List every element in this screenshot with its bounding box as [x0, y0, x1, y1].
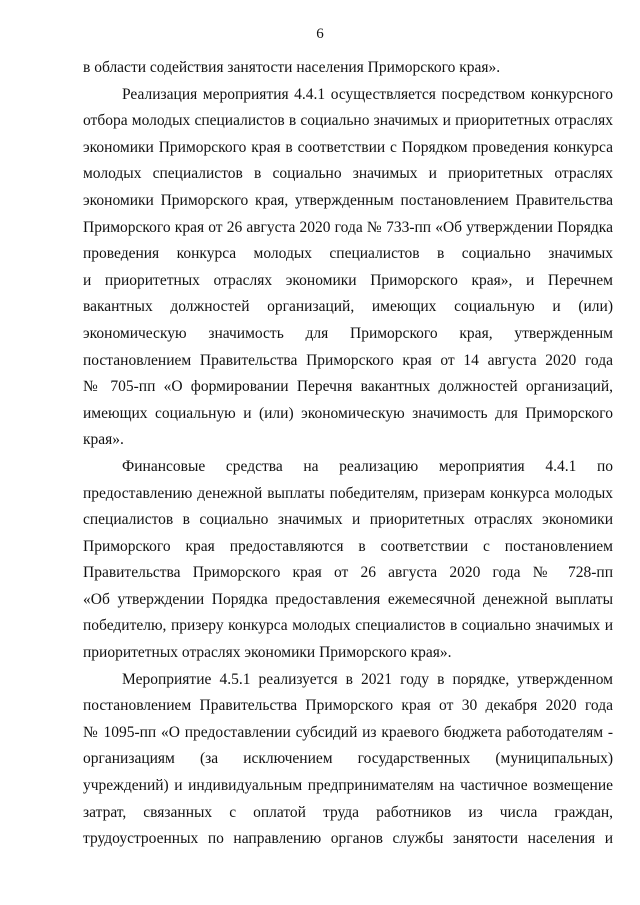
text-line: специалистов в социально значимых и приоритетных отраслях экономики — [83, 511, 613, 529]
text-line: в области содействия занятости населения Приморского края». — [83, 59, 501, 76]
text-line: молодых специалистов в социально значимых и приоритетных отраслях — [83, 165, 613, 183]
text-line: проведения конкурса молодых специалистов в социально значимых — [83, 245, 613, 263]
text-line: № 705-пп «О формировании Перечня вакантных должностей организаций, — [83, 378, 613, 396]
text-line: предоставлению денежной выплаты победителям, призерам конкурса молодых — [83, 484, 613, 502]
text-line: Приморского края предоставляются в соответствии с постановлением — [83, 537, 613, 555]
text-line: постановлением Правительства Приморского края от 14 августа 2020 года — [83, 351, 613, 369]
text-line: вакантных должностей организаций, имеющих социальную и (или) — [83, 298, 613, 316]
text-line: приоритетных отраслях экономики Приморского края». — [83, 644, 452, 662]
page-number: 6 — [316, 26, 324, 42]
text-line: постановлением Правительства Приморского края от 30 декабря 2020 года — [83, 697, 613, 715]
text-line: Приморского края от 26 августа 2020 года № 733-пп «Об утверждении Порядка — [83, 218, 613, 236]
text-line: экономики Приморского края, утвержденным постановлением Правительства — [83, 191, 613, 209]
text-line: Мероприятие 4.5.1 реализуется в 2021 году в порядке, утвержденном — [122, 670, 613, 688]
text-line: организациям (за исключением государственных (муниципальных) — [83, 750, 613, 768]
text-line: экономики Приморского края в соответствии с Порядком проведения конкурса — [83, 138, 613, 156]
text-line: затрат, связанных с оплатой труда работников из числа граждан, — [83, 803, 613, 821]
text-line: имеющих социальную и (или) экономическую значимость для Приморского — [83, 404, 613, 422]
text-line: Реализация мероприятия 4.4.1 осуществляется посредством конкурсного — [122, 85, 613, 103]
text-line: Правительства Приморского края от 26 августа 2020 года № 728-пп — [83, 564, 613, 582]
text-line: края». — [83, 431, 124, 449]
text-line: учреждений) и индивидуальным предпринимателям на частичное возмещение — [83, 777, 613, 795]
document-body — [83, 55, 613, 853]
text-line: победителю, призеру конкурса молодых специалистов в социально значимых и — [83, 617, 613, 635]
text-line: экономическую значимость для Приморского края, утвержденным — [83, 324, 613, 342]
text-line: и приоритетных отраслях экономики Приморского края», и Перечнем — [83, 271, 613, 289]
text-line: трудоустроенных по направлению органов службы занятости населения и — [83, 830, 613, 848]
text-line: № 1095-пп «О предоставлении субсидий из краевого бюджета работодателям - — [83, 723, 613, 741]
text-line: Финансовые средства на реализацию мероприятия 4.4.1 по — [122, 457, 613, 475]
text-line: «Об утверждении Порядка предоставления ежемесячной денежной выплаты — [83, 590, 613, 608]
text-line: отбора молодых специалистов в социально значимых и приоритетных отраслях — [83, 112, 613, 130]
